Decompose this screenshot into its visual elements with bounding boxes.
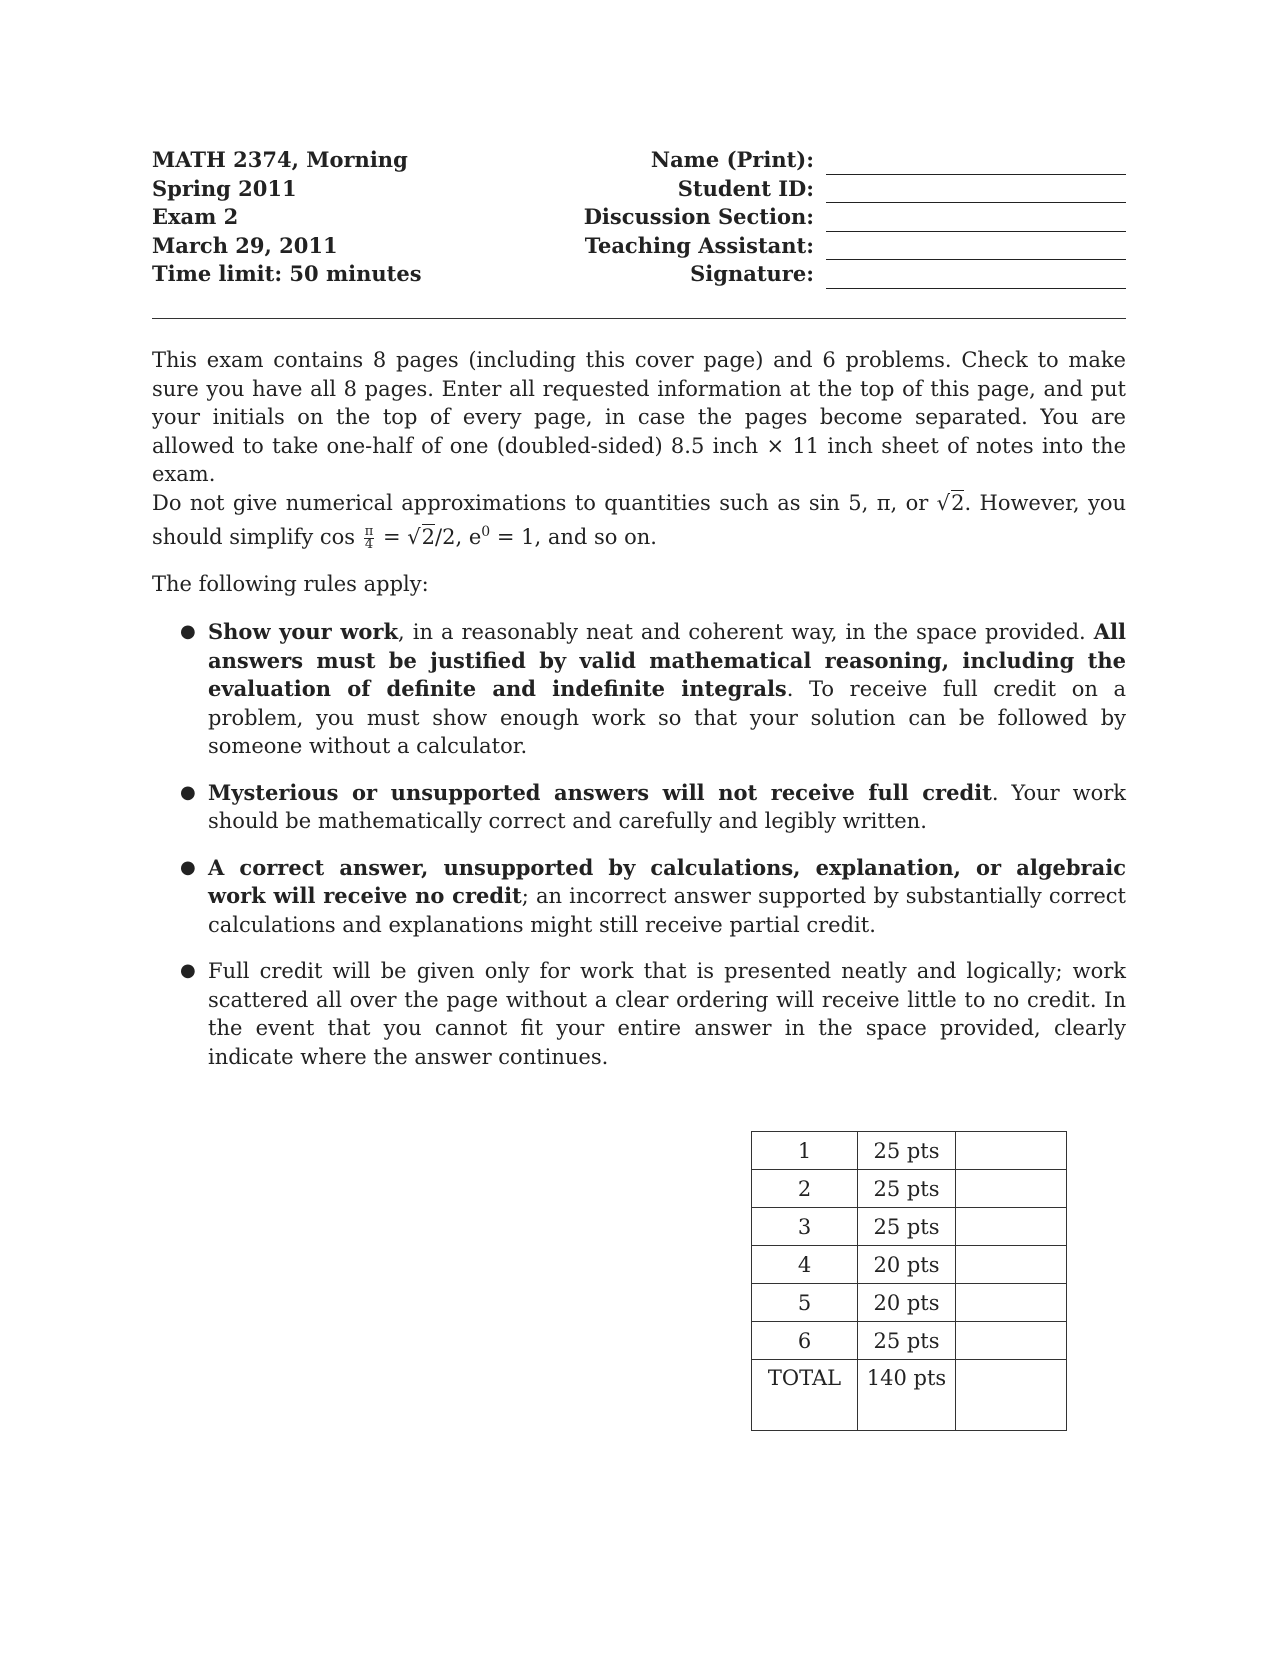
rule-item: ● Mysterious or unsupported answers will not receive full credit. Your work should be mathematically correct and carefully and legibly written. bbox=[180, 779, 1126, 833]
signature-blank[interactable] bbox=[826, 266, 1126, 289]
problem-number: 3 bbox=[752, 1208, 858, 1246]
exam-info bbox=[152, 146, 422, 289]
student-id-field bbox=[560, 175, 1126, 204]
exponent: 0 bbox=[481, 523, 491, 540]
name-field bbox=[560, 146, 1126, 175]
problem-number: 6 bbox=[752, 1322, 858, 1360]
problem-points: 25 pts bbox=[858, 1132, 956, 1170]
problem-number: 1 bbox=[752, 1132, 858, 1170]
table-row bbox=[752, 1208, 1067, 1246]
score-cell[interactable] bbox=[956, 1246, 1067, 1284]
sqrt-argument: 2 bbox=[951, 491, 965, 515]
approximation-note: Do not give numerical approximations to quantities such as sin 5, π, or √2. However, you should simplify cos $\frac{\pi}{4}$ = √2/2, $e^0 = 1$, and so on. bbox=[152, 491, 1126, 552]
time-limit: Time limit: 50 minutes bbox=[152, 261, 422, 286]
signature-field bbox=[560, 260, 1126, 289]
bullet-icon: ● bbox=[180, 856, 196, 878]
table-row bbox=[752, 1132, 1067, 1170]
problem-points: 20 pts bbox=[858, 1284, 956, 1322]
problem-number: 2 bbox=[752, 1170, 858, 1208]
score-cell[interactable] bbox=[956, 1208, 1067, 1246]
signature-label: Signature: bbox=[690, 261, 814, 286]
bullet-icon: ● bbox=[180, 960, 196, 981]
sqrt-sign: √ bbox=[936, 491, 951, 515]
problem-number: 4 bbox=[752, 1246, 858, 1284]
exam-date: March 29, 2011 bbox=[152, 232, 338, 258]
bullet-icon: ● bbox=[180, 781, 196, 803]
discussion-section-label: Discussion Section: bbox=[583, 204, 814, 229]
rule-item: ● A correct answer, unsupported by calculations, explanation, or algebraic work will receive no credit; an incorrect answer supported by substantially correct calculations and explanations might still receive partial credit. bbox=[180, 854, 1126, 937]
total-points: 140 pts bbox=[858, 1360, 956, 1431]
rules-list bbox=[152, 618, 1126, 1089]
name-label: Name (Print): bbox=[650, 147, 814, 172]
total-row bbox=[752, 1360, 1067, 1431]
score-cell[interactable] bbox=[956, 1322, 1067, 1360]
problem-points: 25 pts bbox=[858, 1170, 956, 1208]
intro-paragraph: This exam contains 8 pages (including this cover page) and 6 problems. Check to make sure you have all 8 pages. Enter all requested information at the top of this page, and put your initials on the top of every page, in case the pages become separated. You are allowed to take one-half of one (doubled-sided) 8.5 inch × 11 inch sheet of notes into the exam. bbox=[152, 348, 1126, 486]
rule-item: ● Full credit will be given only for work that is presented neatly and logically; work scattered all over the page without a clear ordering will receive little to no credit. In the event that you cannot fit your entire answer in the space provided, clearly indicate where the answer continues. bbox=[180, 959, 1126, 1069]
sqrt-sign-2: √ bbox=[407, 524, 421, 549]
rule-item: ● Show your work, in a reasonably neat and coherent way, in the space provided. All answers must be justified by valid mathematical reasoning, including the evaluation of definite and indefinite integrals. To receive full credit on a problem, you must show enough work so that your solution can be followed by someone without a calculator. bbox=[180, 619, 1127, 758]
teaching-assistant-blank[interactable] bbox=[826, 237, 1126, 260]
student-info-fields bbox=[560, 146, 1126, 289]
pi-over-4-fraction: $\frac{\pi}{4}$ bbox=[364, 523, 374, 552]
total-label: TOTAL bbox=[752, 1360, 858, 1431]
bullet-icon: ● bbox=[180, 621, 196, 642]
exam-number: Exam 2 bbox=[152, 204, 239, 229]
score-cell[interactable] bbox=[956, 1284, 1067, 1322]
course-name: MATH 2374, Morning bbox=[152, 147, 408, 172]
student-id-label: Student ID: bbox=[677, 175, 814, 201]
table-row bbox=[752, 1246, 1067, 1284]
table-row bbox=[752, 1170, 1067, 1208]
discussion-section-blank[interactable] bbox=[826, 209, 1126, 232]
header-divider bbox=[152, 318, 1126, 319]
score-cell[interactable] bbox=[956, 1132, 1067, 1170]
problem-points: 20 pts bbox=[858, 1246, 956, 1284]
problem-number: 5 bbox=[752, 1284, 858, 1322]
score-table bbox=[751, 1131, 1067, 1431]
sqrt-argument-2: 2 bbox=[421, 524, 436, 549]
table-row bbox=[752, 1322, 1067, 1360]
teaching-assistant-field bbox=[560, 232, 1126, 261]
teaching-assistant-label: Teaching Assistant: bbox=[584, 232, 814, 258]
problem-points: 25 pts bbox=[858, 1208, 956, 1246]
student-id-blank[interactable] bbox=[826, 180, 1126, 203]
discussion-section-field bbox=[560, 203, 1126, 232]
term: Spring 2011 bbox=[152, 175, 297, 201]
name-blank[interactable] bbox=[826, 152, 1126, 175]
problem-points: 25 pts bbox=[858, 1322, 956, 1360]
score-cell[interactable] bbox=[956, 1170, 1067, 1208]
total-score-cell[interactable] bbox=[956, 1360, 1067, 1431]
table-row bbox=[752, 1284, 1067, 1322]
rules-intro: The following rules apply: bbox=[152, 572, 429, 596]
